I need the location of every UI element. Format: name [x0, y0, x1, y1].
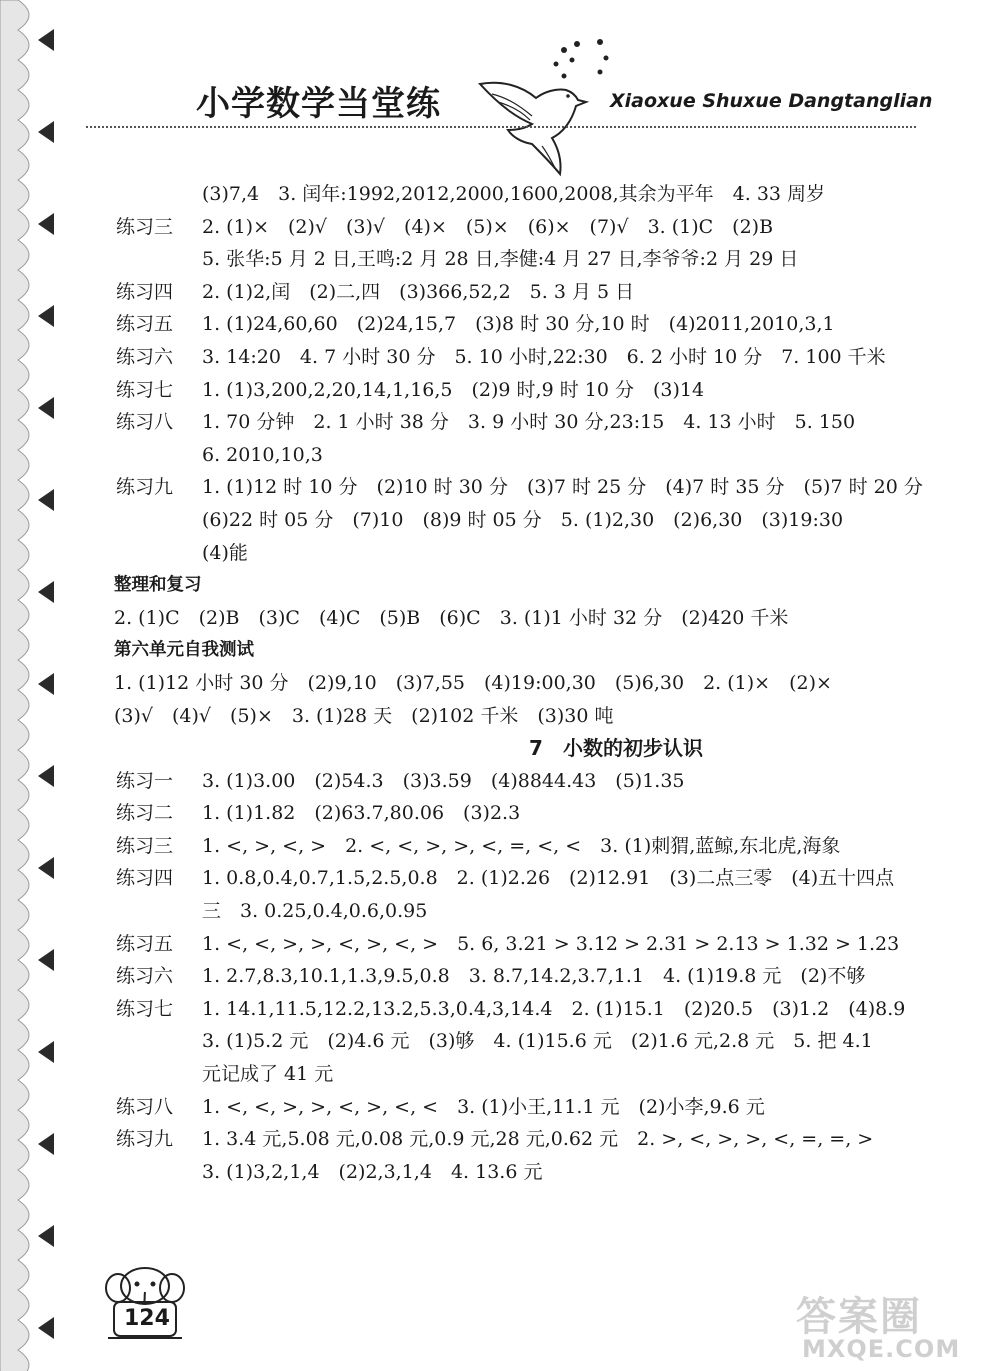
exercise-row [116, 471, 976, 569]
exercise-answers [202, 830, 976, 863]
exercise-label: 练习八 [116, 411, 174, 434]
answer-line: 1. (1)24,60,60 (2)24,15,7 (3)8 时 30 分,10 时 (4)2011,2010,3,1 [202, 313, 835, 336]
exercise-row [116, 862, 976, 927]
exercise-answers [202, 960, 976, 993]
exercise-label: 练习八 [116, 1095, 174, 1118]
exercise-answers [202, 341, 976, 374]
answer-line: 3. (1)5.2 元 (2)4.6 元 (3)够 4. (1)15.6 元 (2)1.6 元,2.8 元 5. 把 4.1 [202, 1030, 873, 1053]
page-header [0, 0, 1000, 150]
exercise-label: 练习六 [116, 965, 174, 988]
exercise-answers [202, 178, 976, 211]
answer-line: (3)√ (4)√ (5)× 3. (1)28 天 (2)102 千米 (3)30 吨 [114, 704, 614, 727]
answer-line: 1. <, <, >, >, <, >, <, < 3. (1)小王,11.1 元 (2)小李,9.6 元 [202, 1095, 765, 1118]
margin-arrow-icon [38, 305, 54, 327]
header-divider [86, 126, 916, 128]
margin-arrow-icon [38, 1225, 54, 1247]
margin-arrow-icon [38, 1133, 54, 1155]
dove-icon [472, 36, 612, 181]
watermark-title: 答案圈 [796, 1294, 922, 1340]
scalloped-margin [0, 0, 60, 1371]
margin-arrow-icon [38, 397, 54, 419]
answer-line: 5. 张华:5 月 2 日,王鸣:2 月 28 日,李健:4 月 27 日,李爷爷:2 月 29 日 [202, 248, 799, 271]
margin-arrow-icon [38, 857, 54, 879]
unit6-exercises [116, 178, 976, 569]
answer-line: 1. (1)12 时 10 分 (2)10 时 30 分 (3)7 时 25 分 (4)7 时 35 分 (5)7 时 20 分 [202, 476, 923, 499]
page-number-badge [104, 1262, 186, 1342]
answer-line: 2. (1)C (2)B (3)C (4)C (5)B (6)C 3. (1)1 小时 32 分 (2)420 千米 [114, 606, 789, 629]
answer-line: (3)7,4 3. 闰年:1992,2012,2000,1600,2008,其余为平年 4. 33 周岁 [202, 183, 826, 205]
exercise-label: 练习九 [116, 476, 174, 499]
exercise-answers [202, 406, 976, 471]
test-heading: 第六单元自我测试 [114, 640, 254, 661]
exercise-label: 练习三 [116, 834, 174, 857]
book-title-pinyin: Xiaoxue Shuxue Dangtanglian [610, 90, 933, 112]
answer-line: 1. 0.8,0.4,0.7,1.5,2.5,0.8 2. (1)2.26 (2)12.91 (3)二点三零 (4)五十四点 [202, 867, 895, 890]
exercise-answers [202, 1091, 976, 1124]
margin-arrow-icon [38, 1317, 54, 1339]
exercise-answers [202, 471, 976, 569]
exercise-label: 练习一 [116, 769, 174, 792]
answer-line: 1. 3.4 元,5.08 元,0.08 元,0.9 元,28 元,0.62 元 2. >, <, >, >, <, =, =, > [202, 1128, 874, 1151]
exercise-row [116, 797, 976, 830]
exercise-label: 练习九 [116, 1128, 174, 1151]
exercise-answers [202, 276, 976, 309]
exercise-row [116, 308, 976, 341]
watermark-url: MXQE.COM [802, 1335, 961, 1363]
answer-line: 1. 14.1,11.5,12.2,13.2,5.3,0.4,3,14.4 2. (1)15.1 (2)20.5 (3)1.2 (4)8.9 [202, 997, 906, 1020]
watermark [796, 1285, 986, 1369]
exercise-row [116, 1091, 976, 1124]
exercise-label: 练习二 [116, 802, 174, 825]
exercise-answers [202, 765, 976, 798]
exercise-answers [202, 797, 976, 830]
exercise-row [116, 178, 976, 211]
answer-line: 1. (1)1.82 (2)63.7,80.06 (3)2.3 [202, 802, 521, 825]
exercise-row [116, 765, 976, 798]
exercise-row [116, 993, 976, 1091]
exercise-answers [202, 993, 976, 1091]
exercise-answers [202, 211, 976, 276]
margin-arrow-icon [38, 213, 54, 235]
exercise-label: 练习六 [116, 345, 174, 368]
answer-line: 1. 2.7,8.3,10.1,1.3,9.5,0.8 3. 8.7,14.2,3.7,1.1 4. (1)19.8 元 (2)不够 [202, 965, 866, 988]
exercise-label [116, 178, 202, 211]
margin-arrow-icon [38, 581, 54, 603]
exercise-label: 练习七 [116, 997, 174, 1020]
answer-line: 1. (1)12 小时 30 分 (2)9,10 (3)7,55 (4)19:00,30 (5)6,30 2. (1)× (2)× [114, 671, 832, 694]
exercise-label: 练习五 [116, 932, 174, 955]
exercise-row [116, 276, 976, 309]
exercise-row [116, 406, 976, 471]
answer-line: 元记成了 41 元 [202, 1063, 334, 1086]
answer-line: 1. <, <, >, >, <, >, <, > 5. 6, 3.21 > 3.12 > 2.31 > 2.13 > 1.32 > 1.23 [202, 932, 900, 955]
exercise-row [116, 341, 976, 374]
unit7-exercises [116, 765, 976, 1189]
exercise-row [116, 830, 976, 863]
exercise-label: 练习四 [116, 280, 174, 303]
exercise-answers [202, 862, 976, 927]
exercise-answers [202, 1123, 976, 1188]
answer-line: (4)能 [202, 541, 248, 564]
exercise-row [116, 960, 976, 993]
answer-line: 3. (1)3,2,1,4 (2)2,3,1,4 4. 13.6 元 [202, 1160, 543, 1183]
answer-line: 1. (1)3,200,2,20,14,1,16,5 (2)9 时,9 时 10 分 (3)14 [202, 378, 705, 401]
exercise-row [116, 928, 976, 961]
answer-line: 6. 2010,10,3 [202, 443, 323, 466]
exercise-answers [202, 308, 976, 341]
answer-line: 三 3. 0.25,0.4,0.6,0.95 [202, 900, 428, 923]
exercise-answers [202, 928, 976, 961]
answer-line: 2. (1)× (2)√ (3)√ (4)× (5)× (6)× (7)√ 3. (1)C (2)B [202, 215, 774, 238]
margin-arrow-icon [38, 1041, 54, 1063]
exercise-row [116, 211, 976, 276]
exercise-row [116, 1123, 976, 1188]
margin-arrow-icon [38, 765, 54, 787]
test-answers [114, 667, 976, 732]
page-number: 124 [124, 1306, 170, 1331]
review-heading: 整理和复习 [114, 575, 202, 596]
answer-line: (6)22 时 05 分 (7)10 (8)9 时 05 分 5. (1)2,30 (2)6,30 (3)19:30 [202, 508, 844, 531]
exercise-label: 练习四 [116, 867, 174, 890]
margin-arrow-icon [38, 673, 54, 695]
answer-line: 2. (1)2,闰 (2)二,四 (3)366,52,2 5. 3 月 5 日 [202, 280, 635, 303]
exercise-row [116, 374, 976, 407]
answer-line: 3. 14:20 4. 7 小时 30 分 5. 10 小时,22:30 6. 2 小时 10 分 7. 100 千米 [202, 345, 886, 368]
exercise-label: 练习五 [116, 313, 174, 336]
exercise-label: 练习三 [116, 215, 174, 238]
exercise-answers [202, 374, 976, 407]
exercise-label: 练习七 [116, 378, 174, 401]
answer-line: 3. (1)3.00 (2)54.3 (3)3.59 (4)8844.43 (5)1.35 [202, 769, 685, 792]
answer-content [116, 178, 976, 1188]
margin-arrow-icon [38, 489, 54, 511]
unit7-title: 7 小数的初步认识 [529, 736, 703, 761]
review-answers [114, 602, 976, 635]
answer-line: 1. <, >, <, > 2. <, <, >, >, <, =, <, < 3. (1)刺猬,蓝鲸,东北虎,海象 [202, 834, 841, 857]
book-title: 小学数学当堂练 [196, 84, 441, 124]
answer-line: 1. 70 分钟 2. 1 小时 38 分 3. 9 小时 30 分,23:15 4. 13 小时 5. 150 [202, 411, 856, 434]
margin-arrow-icon [38, 949, 54, 971]
